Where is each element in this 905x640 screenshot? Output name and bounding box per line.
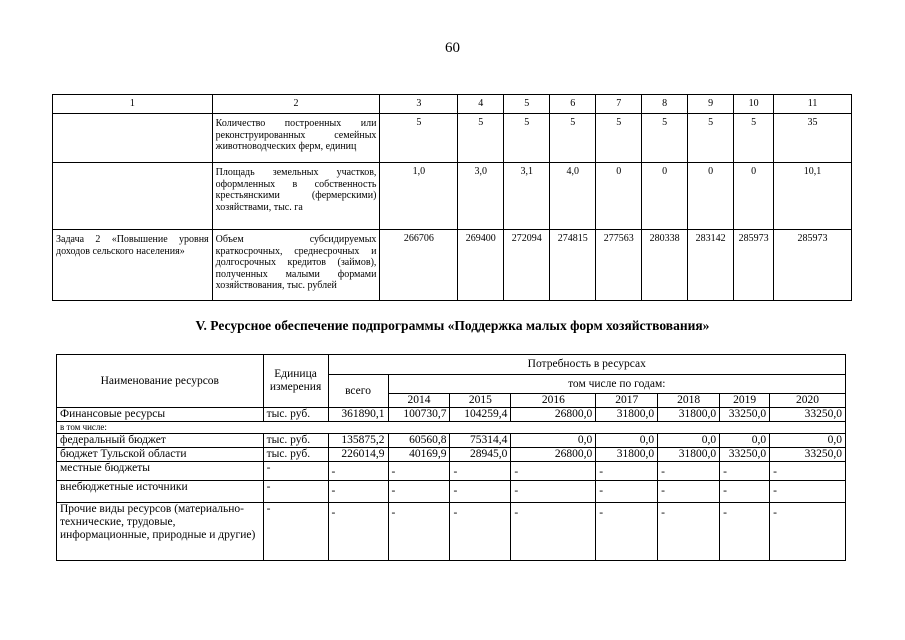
value-cell: 0 (688, 163, 734, 230)
value-cell: 0 (734, 163, 774, 230)
value-cell: 33250,0 (770, 448, 846, 462)
value-cell: 0,0 (596, 434, 658, 448)
indicator-cell: Объем субсидируемых краткосрочных, среднесрочных и долгосрочных кредитов (займов), полученных малыми формами хозяйствования, тыс. рублей (212, 230, 380, 301)
value-cell: 31800,0 (596, 448, 658, 462)
value-cell: - (450, 481, 511, 503)
value-cell: 361890,1 (328, 408, 388, 422)
value-cell: 4,0 (550, 163, 596, 230)
value-cell: 5 (550, 114, 596, 163)
value-cell: - (596, 503, 658, 561)
value-cell: 0,0 (658, 434, 720, 448)
table-row (57, 408, 846, 422)
indicators-header-row (53, 95, 852, 114)
resource-unit: тыс. руб. (263, 408, 328, 422)
value-cell: 75314,4 (450, 434, 511, 448)
value-cell: 28945,0 (450, 448, 511, 462)
value-cell: - (388, 503, 450, 561)
value-cell: - (388, 481, 450, 503)
year-2019: 2019 (720, 394, 770, 408)
value-cell: - (450, 462, 511, 481)
value-cell: - (511, 462, 596, 481)
value-cell: 277563 (596, 230, 642, 301)
table-row (57, 503, 846, 561)
table-row (57, 422, 846, 434)
col-num-8: 8 (642, 95, 688, 114)
year-2016: 2016 (511, 394, 596, 408)
value-cell: 226014,9 (328, 448, 388, 462)
value-cell: 0 (596, 163, 642, 230)
section-title: V. Ресурсное обеспечение подпрограммы «Поддержка малых форм хозяйствования» (195, 318, 710, 333)
resources-table (56, 354, 846, 561)
value-cell: 274815 (550, 230, 596, 301)
value-cell: - (720, 481, 770, 503)
resource-name: местные бюджеты (57, 462, 264, 481)
resource-name: бюджет Тульской области (57, 448, 264, 462)
page-number: 60 (445, 40, 460, 56)
year-2015: 2015 (450, 394, 511, 408)
value-cell: - (511, 503, 596, 561)
value-cell: 283142 (688, 230, 734, 301)
value-cell: 5 (458, 114, 504, 163)
value-cell: 269400 (458, 230, 504, 301)
value-cell: 31800,0 (658, 408, 720, 422)
header-name: Наименование ресурсов (57, 355, 264, 408)
table-row (57, 481, 846, 503)
value-cell: - (658, 462, 720, 481)
year-2014: 2014 (388, 394, 450, 408)
table-row (57, 434, 846, 448)
value-cell: 40169,9 (388, 448, 450, 462)
value-cell: - (770, 481, 846, 503)
indicator-cell: Количество построенных или реконструированных семейных животноводческих ферм, единиц (212, 114, 380, 163)
header-by-years: том числе по годам: (388, 375, 846, 394)
value-cell: - (596, 462, 658, 481)
value-cell: - (658, 481, 720, 503)
value-cell: - (770, 503, 846, 561)
value-cell: 272094 (504, 230, 550, 301)
resource-unit: тыс. руб. (263, 434, 328, 448)
value-cell: 0,0 (720, 434, 770, 448)
value-cell: - (511, 481, 596, 503)
task-cell (53, 163, 213, 230)
resource-name: федеральный бюджет (57, 434, 264, 448)
value-cell: 285973 (774, 230, 852, 301)
col-num-9: 9 (688, 95, 734, 114)
value-cell: - (328, 481, 388, 503)
value-cell: - (596, 481, 658, 503)
value-cell: - (720, 503, 770, 561)
value-cell: 26800,0 (511, 448, 596, 462)
value-cell: 35 (774, 114, 852, 163)
value-cell: 0,0 (770, 434, 846, 448)
resource-unit: - (263, 503, 328, 561)
value-cell: 5 (380, 114, 458, 163)
task-cell (53, 114, 213, 163)
including-label: в том числе: (57, 422, 846, 434)
resource-unit: - (263, 462, 328, 481)
task-cell: Задача 2 «Повышение уровня доходов сельского населения» (53, 230, 213, 301)
value-cell: - (328, 462, 388, 481)
header-need: Потребность в ресурсах (328, 355, 845, 375)
resource-name: Прочие виды ресурсов (материально-технические, трудовые, информационные, природные и другие) (57, 503, 264, 561)
value-cell: 1,0 (380, 163, 458, 230)
value-cell: 104259,4 (450, 408, 511, 422)
col-num-5: 5 (504, 95, 550, 114)
value-cell: 60560,8 (388, 434, 450, 448)
value-cell: - (658, 503, 720, 561)
resource-name: Финансовые ресурсы (57, 408, 264, 422)
value-cell: - (770, 462, 846, 481)
col-num-3: 3 (380, 95, 458, 114)
value-cell: 280338 (642, 230, 688, 301)
year-2018: 2018 (658, 394, 720, 408)
header-total: всего (328, 375, 388, 408)
col-num-6: 6 (550, 95, 596, 114)
value-cell: 5 (688, 114, 734, 163)
resource-name: внебюджетные источники (57, 481, 264, 503)
indicator-cell: Площадь земельных участков, оформленных в собственность крестьянскими (фермерскими) хозяйствами, тыс. га (212, 163, 380, 230)
col-num-2: 2 (212, 95, 380, 114)
col-num-7: 7 (596, 95, 642, 114)
value-cell: 3,1 (504, 163, 550, 230)
year-2017: 2017 (596, 394, 658, 408)
value-cell: - (388, 462, 450, 481)
resource-unit: - (263, 481, 328, 503)
table-row (53, 114, 852, 163)
value-cell: 0,0 (511, 434, 596, 448)
value-cell: 33250,0 (720, 448, 770, 462)
resource-unit: тыс. руб. (263, 448, 328, 462)
col-num-10: 10 (734, 95, 774, 114)
value-cell: - (720, 462, 770, 481)
value-cell: 5 (642, 114, 688, 163)
value-cell: 26800,0 (511, 408, 596, 422)
value-cell: 5 (734, 114, 774, 163)
col-num-1: 1 (53, 95, 213, 114)
table-row (53, 163, 852, 230)
value-cell: 33250,0 (720, 408, 770, 422)
resources-header-row (57, 355, 846, 375)
year-2020: 2020 (770, 394, 846, 408)
value-cell: 285973 (734, 230, 774, 301)
table-row (57, 462, 846, 481)
table-row (57, 448, 846, 462)
col-num-4: 4 (458, 95, 504, 114)
value-cell: 33250,0 (770, 408, 846, 422)
value-cell: 266706 (380, 230, 458, 301)
col-num-11: 11 (774, 95, 852, 114)
header-unit: Единица измерения (263, 355, 328, 408)
table-row (53, 230, 852, 301)
value-cell: 31800,0 (596, 408, 658, 422)
indicators-table (52, 94, 852, 301)
value-cell: 31800,0 (658, 448, 720, 462)
value-cell: 10,1 (774, 163, 852, 230)
value-cell: 0 (642, 163, 688, 230)
value-cell: 5 (596, 114, 642, 163)
value-cell: - (328, 503, 388, 561)
value-cell: 100730,7 (388, 408, 450, 422)
value-cell: 5 (504, 114, 550, 163)
value-cell: 135875,2 (328, 434, 388, 448)
value-cell: - (450, 503, 511, 561)
value-cell: 3,0 (458, 163, 504, 230)
